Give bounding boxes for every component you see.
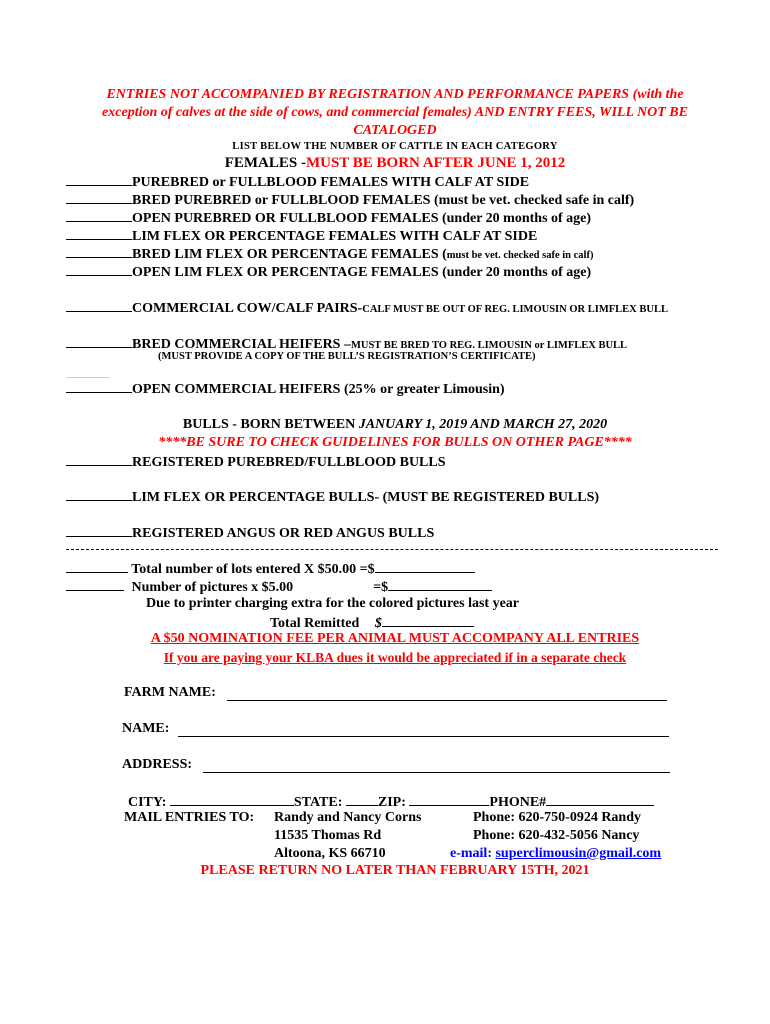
phone-nancy: Phone: 620-432-5056 Nancy [473, 828, 640, 843]
header-line-1: ENTRIES NOT ACCOMPANIED BY REGISTRATION AND PERFORMANCE PAPERS (with the [106, 87, 684, 102]
email-row [450, 846, 661, 862]
females-heading [0, 155, 770, 172]
mail-entries-label: MAIL ENTRIES TO: [124, 810, 255, 825]
pictures-row [66, 578, 492, 596]
entry-row-bulls-purebred [66, 453, 446, 471]
count-blank[interactable] [66, 263, 132, 276]
count-blank[interactable] [66, 453, 132, 466]
entry-row [66, 263, 591, 281]
bulls-heading-prefix: BULLS - BORN BETWEEN [182, 417, 359, 432]
row-label: BRED COMMERCIAL HEIFERS – [132, 337, 351, 352]
females-heading-date: MUST BE BORN AFTER JUNE 1, 2012 [305, 155, 566, 171]
address-field[interactable] [203, 772, 670, 773]
instruction-text: LIST BELOW THE NUMBER OF CATTLE IN EACH CATEGORY [232, 141, 558, 152]
dashed-divider [66, 549, 718, 550]
nomination-fee-notice: A $50 NOMINATION FEE PER ANIMAL MUST ACCOMPANY ALL ENTRIES [150, 631, 640, 646]
total-lots-row [66, 560, 475, 578]
dues-notice: If you are paying your KLBA dues it would be appreciated if in a separate check [163, 650, 627, 665]
row-label: COMMERCIAL COW/CALF PAIRS- [132, 301, 363, 316]
row-note: MUST BE BRED TO REG. LIMOUSIN or LIMFLEX BULL [350, 340, 628, 351]
entry-row [66, 173, 529, 191]
header-line-3: CATALOGED [353, 123, 437, 138]
phone-label: PHONE# [489, 795, 547, 810]
entry-row [66, 209, 591, 227]
zip-label: ZIP: [377, 795, 406, 810]
zip-field[interactable] [409, 793, 489, 806]
count-blank[interactable] [66, 227, 132, 240]
name-field[interactable] [178, 736, 669, 737]
row-note: must be vet. checked safe in calf) [446, 250, 594, 261]
pictures-label: Number of pictures x $5.00 [131, 580, 294, 595]
entry-row [66, 245, 593, 263]
farm-name-label: FARM NAME: [124, 685, 216, 700]
phone-field[interactable] [546, 793, 654, 806]
entry-row-commercial-pairs [66, 299, 668, 317]
count-blank[interactable] [66, 191, 132, 204]
header-line-2: exception of calves at the side of cows, and commercial females) AND ENTRY FEES, WILL NOT BE [102, 105, 688, 120]
row-label: PUREBRED or FULLBLOOD FEMALES WITH CALF AT SIDE [132, 175, 530, 190]
total-lots-label: Total number of lots entered X $50.00 =$ [131, 562, 375, 577]
lots-count-blank[interactable] [66, 560, 128, 573]
entry-row-open-heifers [66, 380, 505, 398]
bred-heifers-certificate-note: (MUST PROVIDE A COPY OF THE BULL’S REGISTRATION’S CERTIFICATE) [158, 351, 536, 362]
mail-names: Randy and Nancy Corns [274, 810, 422, 825]
entry-row-bulls-angus [66, 524, 434, 542]
city-label: CITY: [128, 795, 167, 810]
count-blank[interactable] [66, 335, 132, 348]
entry-row [66, 227, 537, 245]
row-label: BRED PUREBRED or FULLBLOOD FEMALES (must be vet. checked safe in calf) [132, 193, 635, 208]
row-label: REGISTERED PUREBRED/FULLBLOOD BULLS [132, 455, 446, 470]
bulls-heading-dates: JANUARY 1, 2019 AND MARCH 27, 2020 [358, 417, 608, 432]
pictures-amount-blank[interactable] [388, 578, 492, 591]
count-blank[interactable] [66, 524, 132, 537]
entry-row-bulls-limflex [66, 488, 599, 506]
total-remitted-row [270, 614, 474, 632]
row-note: CALF MUST BE OUT OF REG. LIMOUSIN OR LIMFLEX BULL [362, 304, 668, 315]
count-blank[interactable] [66, 245, 132, 258]
total-remitted-symbol: $ [374, 616, 382, 631]
farm-name-field[interactable] [227, 700, 667, 701]
entry-row [66, 191, 634, 209]
email-label: e-mail: [450, 846, 496, 861]
lots-amount-blank[interactable] [375, 560, 475, 573]
row-label: BRED LIM FLEX OR PERCENTAGE FEMALES ( [132, 247, 447, 262]
state-label: STATE: [293, 795, 343, 810]
pictures-eq: =$ [373, 580, 389, 595]
row-label: OPEN COMMERCIAL HEIFERS (25% or greater Limousin) [132, 382, 505, 397]
mail-street: 11535 Thomas Rd [274, 828, 382, 843]
count-blank[interactable] [66, 173, 132, 186]
count-blank[interactable] [66, 299, 132, 312]
females-heading-prefix: FEMALES - [224, 155, 306, 171]
faint-mark [66, 377, 110, 378]
row-label: LIM FLEX OR PERCENTAGE FEMALES WITH CALF AT SIDE [132, 229, 538, 244]
return-deadline: PLEASE RETURN NO LATER THAN FEBRUARY 15TH, 2021 [200, 863, 590, 878]
printer-note: Due to printer charging extra for the colored pictures last year [146, 596, 520, 611]
count-blank[interactable] [66, 488, 132, 501]
count-blank[interactable] [66, 380, 132, 393]
row-label: OPEN PUREBRED OR FULLBLOOD FEMALES (under 20 months of age) [132, 211, 592, 226]
city-state-zip-phone-row [128, 793, 654, 811]
state-field[interactable] [346, 793, 378, 806]
row-label: LIM FLEX OR PERCENTAGE BULLS- (MUST BE REGISTERED BULLS) [132, 490, 600, 505]
row-label: OPEN LIM FLEX OR PERCENTAGE FEMALES (under 20 months of age) [132, 265, 592, 280]
name-label: NAME: [122, 721, 170, 736]
pictures-count-blank[interactable] [66, 578, 124, 591]
bulls-guidelines: ****BE SURE TO CHECK GUIDELINES FOR BULLS ON OTHER PAGE**** [158, 435, 632, 450]
bulls-heading [0, 417, 770, 433]
address-label: ADDRESS: [122, 757, 193, 772]
city-field[interactable] [170, 793, 294, 806]
mail-city: Altoona, KS 66710 [274, 846, 386, 861]
email-link[interactable]: superclimousin@gmail.com [495, 846, 662, 861]
row-label: REGISTERED ANGUS OR RED ANGUS BULLS [132, 526, 435, 541]
phone-randy: Phone: 620-750-0924 Randy [473, 810, 642, 825]
count-blank[interactable] [66, 209, 132, 222]
total-remitted-label: Total Remitted [270, 616, 360, 631]
total-remitted-blank[interactable] [382, 614, 474, 627]
